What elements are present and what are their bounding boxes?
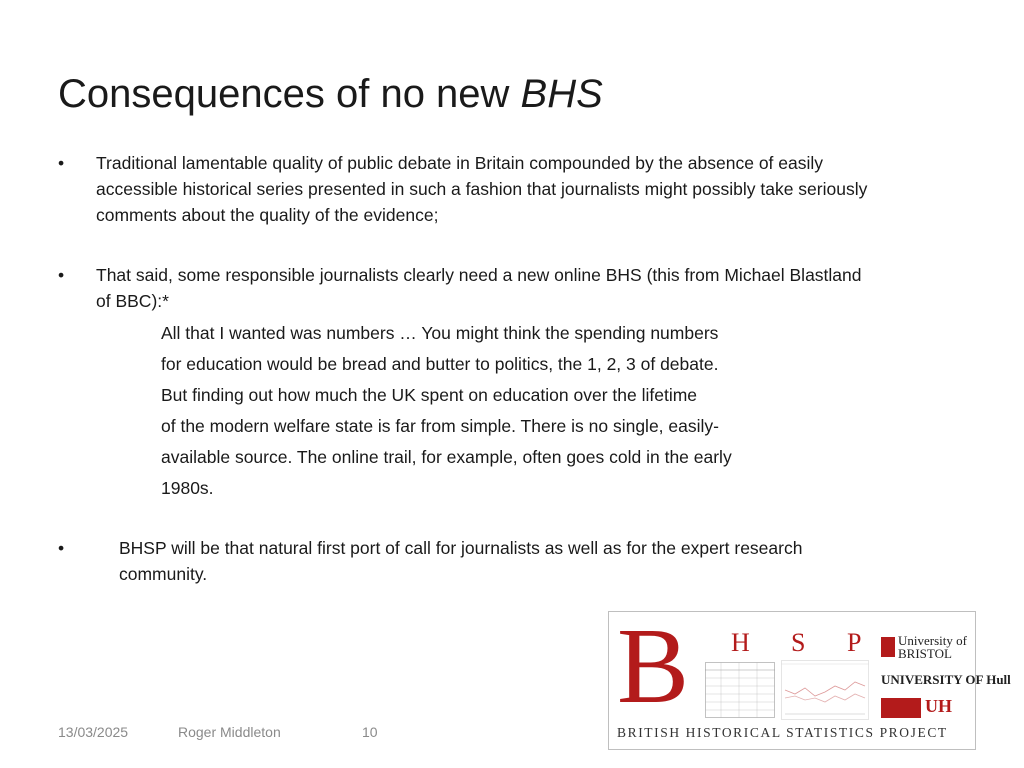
title-emphasis: BHS [520, 72, 603, 116]
text-line: accessible historical series presented in such a fashion that journalists might possibly take seriously [96, 179, 868, 199]
logo-table-graphic [705, 662, 775, 718]
bullet-text [96, 150, 867, 228]
logo-project-name: BRITISH HISTORICAL STATISTICS PROJECT [617, 725, 948, 740]
logo-letter-b: B [617, 607, 690, 726]
logo-letter-p: P [847, 628, 862, 657]
logo-letter-s: S [791, 628, 806, 657]
logo-bristol: University of BRISTOL [881, 634, 976, 660]
title-text: Consequences of no new [58, 72, 521, 116]
quote-line: 1980s. [161, 478, 214, 498]
herts-crest-icon [881, 698, 921, 718]
text-line: of BBC):* [96, 291, 169, 311]
quote-line: But finding out how much the UK spent on education over the lifetime [161, 385, 698, 405]
quote-line: All that I wanted was numbers … You might think the spending numbers [161, 323, 719, 343]
logo-chart-graphic [781, 660, 869, 720]
bullet-marker: • [58, 265, 65, 285]
text-line: BHSP will be that natural first port of call for journalists as well as for the expert research [119, 538, 803, 558]
text-line: community. [119, 564, 208, 584]
logo-herts: UH [881, 696, 952, 718]
slide-title [58, 72, 603, 117]
text-line: comments about the quality of the evidence; [96, 205, 439, 225]
bullet-text [96, 262, 862, 314]
bullet-marker: • [58, 538, 65, 558]
footer-date: 13/03/2025 [58, 724, 129, 740]
quote-line: of the modern welfare state is far from simple. There is no single, easily- [161, 416, 719, 436]
bristol-crest-icon [881, 637, 895, 657]
text-line: Traditional lamentable quality of public debate in Britain compounded by the absence of easily [96, 153, 824, 173]
bullet-item-2 [58, 262, 978, 316]
bullet-item-1 [58, 150, 978, 230]
quote-line: for education would be bread and butter to politics, the 1, 2, 3 of debate. [161, 354, 719, 374]
quote-line: available source. The online trail, for example, often goes cold in the early [161, 447, 732, 467]
bullet-text [119, 535, 802, 587]
bhsp-logo [608, 607, 1011, 750]
footer-page-number: 10 [362, 724, 378, 740]
blockquote [161, 318, 732, 504]
logo-letter-h: H [731, 628, 750, 657]
logo-hull: UNIVERSITY OF Hull [881, 672, 1011, 687]
bullet-item-3 [58, 535, 958, 589]
bullet-marker: • [58, 153, 65, 173]
footer-author: Roger Middleton [178, 724, 281, 740]
text-line: That said, some responsible journalists clearly need a new online BHS (this from Michael Blastland [96, 265, 862, 285]
